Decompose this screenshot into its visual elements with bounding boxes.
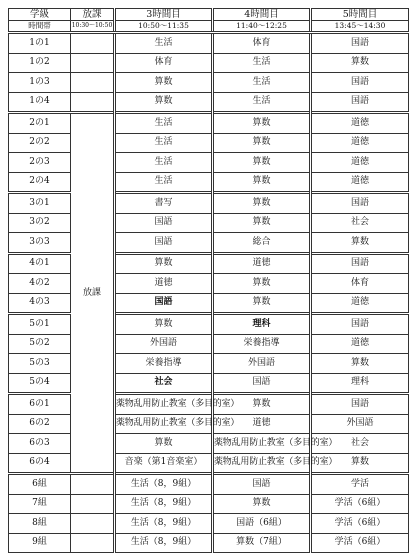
subject-cell-p5: 道徳 (311, 172, 409, 193)
table-row (9, 414, 409, 434)
table-row (9, 314, 409, 335)
subject-cell-p5: 道徳 (311, 293, 409, 314)
subject-cell-p4: 算数 (213, 193, 311, 214)
subject-cell-p5: 社会 (311, 434, 409, 454)
break-cell (71, 474, 115, 495)
class-name-cell: 4の2 (9, 274, 71, 294)
subject-cell-p4: 体育 (213, 33, 311, 54)
header-row (9, 9, 409, 21)
class-name-cell: 3の2 (9, 213, 71, 233)
class-name-cell: 1の2 (9, 53, 71, 73)
table-row (9, 434, 409, 454)
subject-cell-p3: 道徳 (115, 274, 213, 294)
class-name-cell: 1の1 (9, 33, 71, 54)
break-cell (71, 514, 115, 534)
col-header-class: 学級 (9, 9, 71, 21)
table-row (9, 153, 409, 173)
class-name-cell: 8組 (9, 514, 71, 534)
time-period-3: 10:50〜11:35 (115, 21, 213, 33)
class-name-cell: 2の1 (9, 113, 71, 134)
table-row (9, 193, 409, 214)
subject-cell-p3: 社会 (115, 373, 213, 394)
col-header-period-5: 5時間目 (311, 9, 409, 21)
subject-cell-p4: 国語（6組） (213, 514, 311, 534)
subject-cell-p5: 国語 (311, 314, 409, 335)
subject-cell-p3: 外国語 (115, 334, 213, 354)
table-row (9, 172, 409, 193)
subject-cell-p4: 算数 (213, 213, 311, 233)
break-column-label: 放課 (71, 113, 115, 474)
timetable (8, 8, 409, 553)
subject-cell-p3: 算数 (115, 73, 213, 93)
class-name-cell: 4の3 (9, 293, 71, 314)
table-row (9, 514, 409, 534)
class-name-cell: 7組 (9, 494, 71, 514)
subject-cell-p4: 算数 (213, 153, 311, 173)
col-header-break: 放課 (71, 9, 115, 21)
subject-cell-p4: 道徳 (213, 414, 311, 434)
table-row (9, 354, 409, 374)
table-row (9, 373, 409, 394)
subject-cell-p4: 外国語 (213, 354, 311, 374)
subject-cell-p5: 道徳 (311, 334, 409, 354)
subject-cell-p3: 生活（8，9組） (115, 533, 213, 553)
table-row (9, 533, 409, 553)
subject-cell-p4: 道徳 (213, 253, 311, 274)
subject-cell-p3: 算数 (115, 434, 213, 454)
col-header-period-4: 4時間目 (213, 9, 311, 21)
time-period-5: 13:45〜14:30 (311, 21, 409, 33)
subject-cell-p3: 生活（8，9組） (115, 514, 213, 534)
class-name-cell: 2の2 (9, 133, 71, 153)
subject-cell-p3: 生活 (115, 33, 213, 54)
break-cell (71, 33, 115, 54)
subject-cell-p3: 生活（8，9組） (115, 474, 213, 495)
subject-cell-p4: 総合 (213, 233, 311, 254)
table-row (9, 133, 409, 153)
subject-cell-p4: 算数 (213, 172, 311, 193)
table-row (9, 233, 409, 254)
subject-cell-p5: 学活（6組） (311, 494, 409, 514)
subject-cell-p3: 算数 (115, 92, 213, 113)
subject-cell-p3: 国語 (115, 233, 213, 254)
subject-cell-p4: 国語 (213, 474, 311, 495)
subject-cell-p5: 国語 (311, 73, 409, 93)
subject-cell-p3: 書写 (115, 193, 213, 214)
subject-cell-p5: 算数 (311, 453, 409, 474)
class-name-cell: 5の3 (9, 354, 71, 374)
subject-cell-p5: 国語 (311, 92, 409, 113)
subject-cell-p5: 社会 (311, 213, 409, 233)
subject-cell-p3: 生活 (115, 113, 213, 134)
subject-cell-p4: 算数 (213, 133, 311, 153)
subject-cell-p5: 学活 (311, 474, 409, 495)
col-header-period-3: 3時間目 (115, 9, 213, 21)
break-cell (71, 73, 115, 93)
class-name-cell: 6の3 (9, 434, 71, 454)
subject-cell-p3: 薬物乱用防止教室（多目的室） (115, 394, 213, 415)
subject-cell-p4: 算数（7組） (213, 533, 311, 553)
subject-cell-p3: 体育 (115, 53, 213, 73)
subject-cell-p5: 外国語 (311, 414, 409, 434)
subject-cell-p5: 道徳 (311, 133, 409, 153)
subject-cell-p3: 栄養指導 (115, 354, 213, 374)
table-row (9, 293, 409, 314)
subject-cell-p4: 薬物乱用防止教室（多目的室） (213, 434, 311, 454)
subject-cell-p5: 国語 (311, 33, 409, 54)
class-name-cell: 3の3 (9, 233, 71, 254)
subject-cell-p4: 算数 (213, 394, 311, 415)
timetable-body (9, 33, 409, 553)
break-cell (71, 533, 115, 553)
subject-cell-p4: 理科 (213, 314, 311, 335)
subject-cell-p5: 道徳 (311, 113, 409, 134)
subject-cell-p4: 国語 (213, 373, 311, 394)
class-name-cell: 6の2 (9, 414, 71, 434)
subject-cell-p4: 生活 (213, 73, 311, 93)
class-name-cell: 6の4 (9, 453, 71, 474)
table-row (9, 53, 409, 73)
class-name-cell: 6組 (9, 474, 71, 495)
table-row (9, 474, 409, 495)
subject-cell-p3: 国語 (115, 293, 213, 314)
table-row (9, 213, 409, 233)
class-name-cell: 2の4 (9, 172, 71, 193)
class-name-cell: 4の1 (9, 253, 71, 274)
class-name-cell: 9組 (9, 533, 71, 553)
subject-cell-p5: 算数 (311, 354, 409, 374)
subject-cell-p4: 算数 (213, 494, 311, 514)
subject-cell-p5: 理科 (311, 373, 409, 394)
subject-cell-p3: 算数 (115, 253, 213, 274)
subject-cell-p5: 国語 (311, 394, 409, 415)
class-name-cell: 2の3 (9, 153, 71, 173)
class-name-cell: 5の4 (9, 373, 71, 394)
subject-cell-p4: 栄養指導 (213, 334, 311, 354)
class-name-cell: 1の4 (9, 92, 71, 113)
subject-cell-p3: 国語 (115, 213, 213, 233)
break-cell (71, 53, 115, 73)
subject-cell-p5: 学活（6組） (311, 533, 409, 553)
subject-cell-p5: 算数 (311, 233, 409, 254)
timetable-sheet (8, 8, 408, 553)
subject-cell-p5: 学活（6組） (311, 514, 409, 534)
subject-cell-p5: 体育 (311, 274, 409, 294)
subject-cell-p5: 国語 (311, 253, 409, 274)
subject-cell-p3: 生活 (115, 153, 213, 173)
break-cell (71, 92, 115, 113)
class-name-cell: 1の3 (9, 73, 71, 93)
subject-cell-p3: 生活 (115, 172, 213, 193)
table-row (9, 453, 409, 474)
subject-cell-p4: 生活 (213, 53, 311, 73)
table-row (9, 33, 409, 54)
subject-cell-p3: 音楽（第1音楽室） (115, 453, 213, 474)
subject-cell-p3: 生活 (115, 133, 213, 153)
table-row (9, 494, 409, 514)
time-row (9, 21, 409, 33)
time-period-4: 11:40〜12:25 (213, 21, 311, 33)
time-break: 10:30〜10:50 (71, 21, 115, 33)
class-name-cell: 5の2 (9, 334, 71, 354)
table-row (9, 394, 409, 415)
subject-cell-p3: 生活（8，9組） (115, 494, 213, 514)
subject-cell-p4: 算数 (213, 113, 311, 134)
subject-cell-p5: 算数 (311, 53, 409, 73)
class-name-cell: 6の1 (9, 394, 71, 415)
subject-cell-p4: 生活 (213, 92, 311, 113)
subject-cell-p5: 道徳 (311, 153, 409, 173)
subject-cell-p5: 国語 (311, 193, 409, 214)
subject-cell-p3: 算数 (115, 314, 213, 335)
table-row (9, 92, 409, 113)
subject-cell-p4: 薬物乱用防止教室（多目的室） (213, 453, 311, 474)
table-row (9, 274, 409, 294)
table-row (9, 113, 409, 134)
table-row (9, 73, 409, 93)
class-name-cell: 3の1 (9, 193, 71, 214)
table-row (9, 253, 409, 274)
class-name-cell: 5の1 (9, 314, 71, 335)
table-row (9, 334, 409, 354)
subject-cell-p4: 算数 (213, 274, 311, 294)
subject-cell-p4: 算数 (213, 293, 311, 314)
break-cell (71, 494, 115, 514)
row-header-time: 時間帯 (9, 21, 71, 33)
subject-cell-p3: 薬物乱用防止教室（多目的室） (115, 414, 213, 434)
